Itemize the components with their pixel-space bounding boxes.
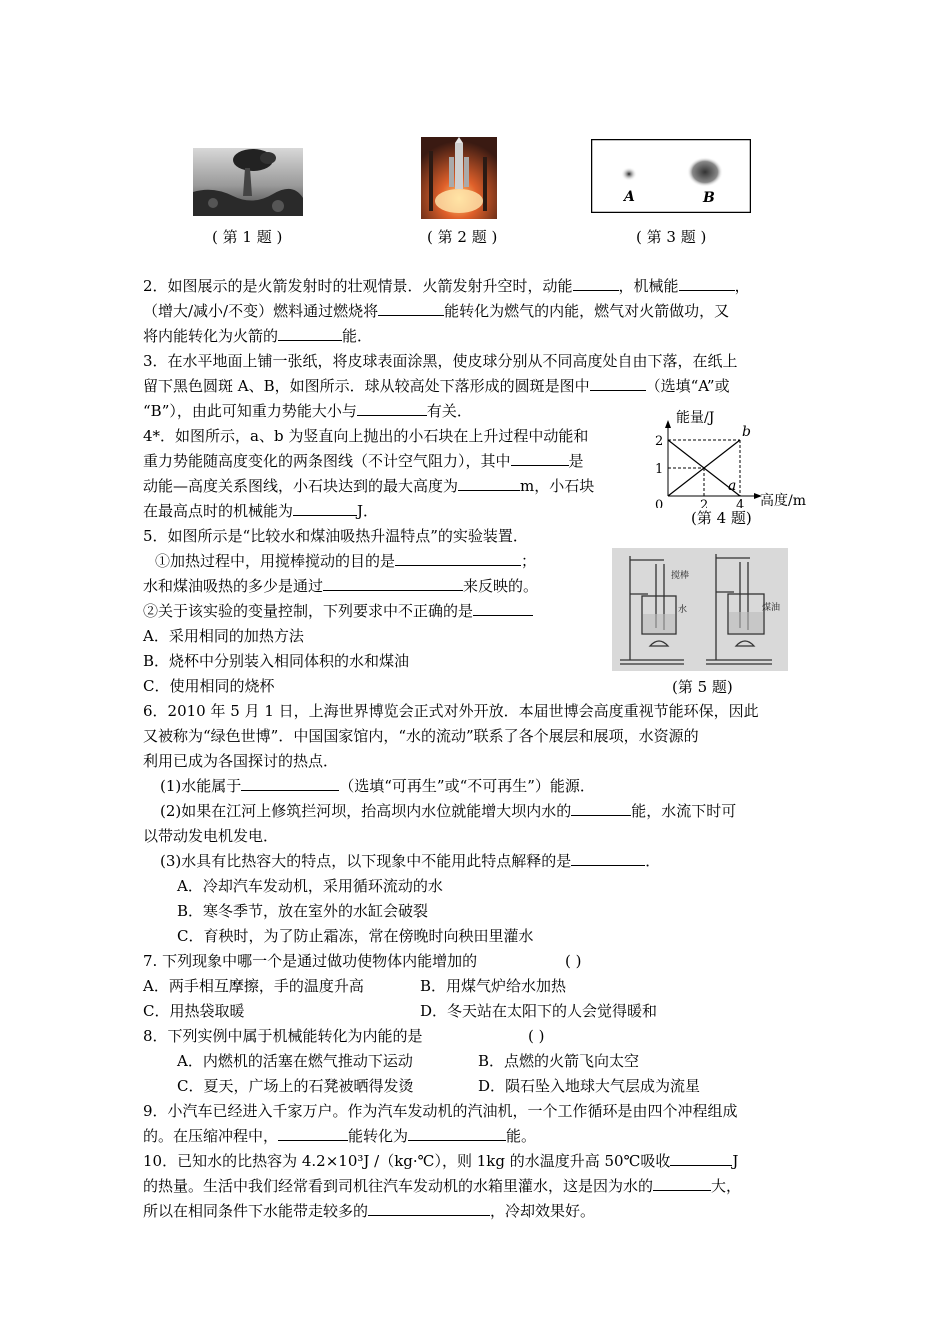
x-tick-0: 0	[655, 498, 664, 508]
q6-part-3: (3)水具有比热容大的特点，以下现象中不能用此特点解释的是 ．	[160, 852, 661, 870]
y-tick-1: 1	[655, 462, 664, 477]
fig5-label-oil: 煤油	[762, 603, 781, 613]
y-tick-2: 2	[655, 434, 664, 449]
figure-1-caption: ( 第 1 题 )	[212, 228, 283, 246]
q3-line-3: “B”），由此可知重力势能大小与 有关．	[143, 402, 472, 420]
x-tick-2: 2	[700, 498, 709, 508]
q7-answer-paren: ( )	[565, 952, 582, 970]
fig3-label-b: B	[703, 190, 715, 206]
q7-option-d: D．冬天站在太阳下的人会觉得暖和	[420, 1002, 658, 1020]
q6-option-a: A．冷却汽车发动机，采用循环流动的水	[177, 877, 443, 895]
q8-option-d: D．陨石坠入地球大气层成为流星	[478, 1077, 701, 1095]
q8-option-c: C．夏天，广场上的石凳被晒得发烫	[177, 1077, 414, 1095]
q6-line-2: 又被称为“绿色世博”．中国国家馆内，“水的流动”联系了各个展层和展项，水资源的	[143, 727, 699, 745]
figure-3-caption: ( 第 3 题 )	[636, 228, 707, 246]
q6-part-1: (1)水能属于 （选填“可再生”或“不可再生”）能源．	[160, 777, 595, 795]
fig3-label-a: A	[624, 189, 635, 205]
figure-5-caption: (第 5 题)	[672, 678, 733, 696]
figure-4-chart	[650, 404, 820, 508]
q8-option-a: A．内燃机的活塞在燃气推动下运动	[177, 1052, 413, 1070]
q6-part-2-cont: 以带动发电机发电．	[143, 827, 279, 845]
q6-line-3: 利用已成为各国探讨的热点．	[143, 752, 339, 770]
q5-option-a: A．采用相同的加热方法	[143, 627, 304, 645]
q7-option-c: C．用热袋取暖	[143, 1002, 245, 1020]
q10-line-1: 10．已知水的比热容为 4.2×10³J /（kg·℃），则 1kg 的水温度升高 50℃吸收 J	[143, 1152, 739, 1170]
q3-line-2: 留下黑色圆斑 A、B，如图所示．球从较高处下落形成的圆斑是图中 （选填“A”或	[143, 377, 730, 395]
q4-line-4: 在最高点时的机械能为 J．	[143, 502, 379, 520]
figure-3-box	[591, 139, 751, 213]
q9-line-2: 的。在压缩冲程中， 能转化为 能。	[143, 1127, 537, 1145]
figure-2-photo	[421, 137, 497, 219]
q6-option-c: C．育秧时，为了防止霜冻，常在傍晚时向秧田里灌水	[177, 927, 534, 945]
q6-option-b: B．寒冬季节，放在室外的水缸会破裂	[177, 902, 429, 920]
q5-line-3: 水和煤油吸热的多少是通过 来反映的。	[143, 577, 539, 595]
q5-line-1: 5．如图所示是“比较水和煤油吸热升温特点”的实验装置．	[143, 527, 528, 545]
q8-answer-paren: ( )	[528, 1027, 545, 1045]
fig5-label-stir: 搅棒	[671, 571, 690, 581]
figure-5-apparatus	[612, 548, 788, 671]
q10-line-3: 所以在相同条件下水能带走较多的 ，冷却效果好。	[143, 1202, 596, 1220]
x-tick-4: 4	[736, 498, 745, 508]
y-axis-arrow	[665, 420, 671, 428]
q7-stem: 7. 下列现象中哪一个是通过做功使物体内能增加的	[143, 952, 478, 970]
series-label-b: b	[742, 424, 751, 440]
q8-stem: 8．下列实例中属于机械能转化为内能的是	[143, 1027, 423, 1045]
q7-option-a: A．两手相互摩擦，手的温度升高	[143, 977, 364, 995]
figure-1-photo	[193, 148, 303, 216]
q9-line-1: 9．小汽车已经进入千家万户。作为汽车发动机的汽油机，一个工作循环是由四个冲程组成	[143, 1102, 738, 1120]
q5-option-c: C．使用相同的烧杯	[143, 677, 275, 695]
q6-line-1: 6．2010 年 5 月 1 日，上海世界博览会正式对外开放．本届世博会高度重视节能环保，因此	[143, 702, 759, 720]
q10-line-2: 的热量。生活中我们经常看到司机往汽车发动机的水箱里灌水，这是因为水的 大，	[143, 1177, 742, 1195]
series-label-a: a	[728, 478, 737, 494]
y-axis-label: 能量/J	[676, 410, 715, 426]
q6-part-2: (2)如果在江河上修筑拦河坝，抬高坝内水位就能增大坝内水的 能，水流下时可	[160, 802, 737, 820]
q4-line-2: 重力势能随高度变化的两条图线（不计空气阻力），其中 是	[143, 452, 584, 470]
q5-line-2: ①加热过程中，用搅棒搅动的目的是 ；	[155, 552, 537, 570]
q2-line-1: 2．如图展示的是火箭发射时的壮观情景．火箭发射升空时，动能 ，机械能 ，	[143, 277, 750, 295]
q4-line-1: 4*．如图所示，a、b 为竖直向上抛出的小石块在上升过程中动能和	[143, 427, 589, 445]
q5-line-4: ②关于该实验的变量控制，下列要求中不正确的是	[143, 600, 533, 622]
q8-option-b: B．点燃的火箭飞向太空	[478, 1052, 640, 1070]
q4-line-3: 动能—高度关系图线，小石块达到的最大高度为 m，小石块	[143, 477, 595, 495]
q2-line-3: 将内能转化为火箭的 能．	[143, 327, 373, 345]
q5-option-b: B．烧杯中分别装入相同体积的水和煤油	[143, 652, 410, 670]
q3-line-1: 3．在水平地面上铺一张纸，将皮球表面涂黑，使皮球分别从不同高度处自由下落，在纸上	[143, 352, 738, 370]
figure-2-caption: ( 第 2 题 )	[427, 228, 498, 246]
fig5-label-water: 水	[678, 605, 688, 615]
q2-line-2: （增大/减小/不变）燃料通过燃烧将 能转化为燃气的内能，燃气对火箭做功，又	[143, 302, 730, 320]
q7-option-b: B．用煤气炉给水加热	[420, 977, 567, 995]
x-axis-label: 高度/m	[760, 493, 806, 508]
figure-4-caption: (第 4 题)	[691, 509, 752, 527]
